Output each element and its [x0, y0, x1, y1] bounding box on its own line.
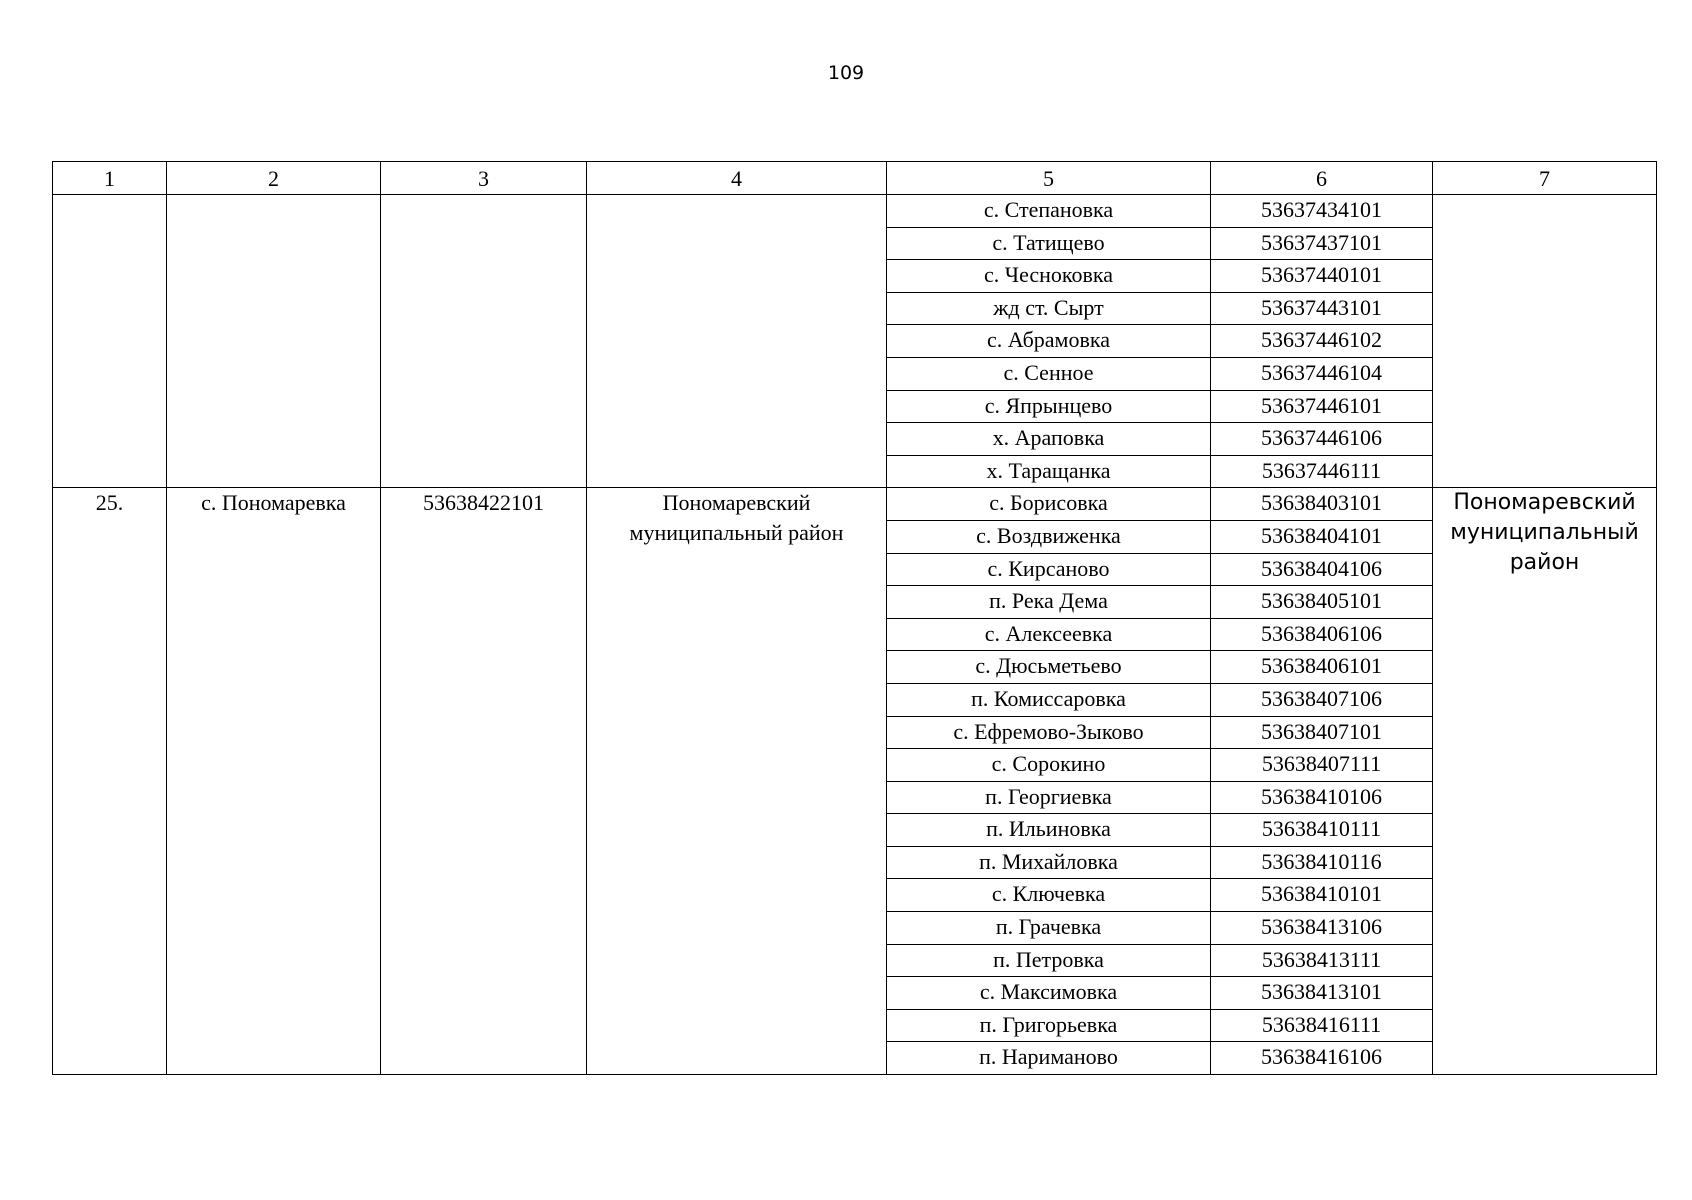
table-body — [53, 195, 1657, 1075]
settlement-code: 53638413106 — [1211, 912, 1433, 945]
admin-center-code: 53638422101 — [381, 488, 587, 1075]
group-number: 25. — [53, 488, 167, 1075]
continuation-col-1 — [53, 195, 167, 488]
settlement-code: 53638407101 — [1211, 716, 1433, 749]
settlement-name: с. Татищево — [887, 227, 1211, 260]
settlement-code: 53637434101 — [1211, 195, 1433, 228]
settlement-code: 53638407111 — [1211, 749, 1433, 782]
header-col-2: 2 — [167, 162, 381, 195]
header-col-6: 6 — [1211, 162, 1433, 195]
continuation-col-2 — [167, 195, 381, 488]
continuation-col-4 — [587, 195, 887, 488]
settlement-name: п. Михайловка — [887, 846, 1211, 879]
settlement-code: 53637446106 — [1211, 423, 1433, 456]
page-number: 109 — [827, 62, 865, 84]
admin-center: с. Пономаревка — [167, 488, 381, 1075]
settlement-code: 53638416111 — [1211, 1009, 1433, 1042]
settlement-code: 53637446111 — [1211, 455, 1433, 488]
settlement-name: с. Кирсаново — [887, 553, 1211, 586]
settlement-code: 53638405101 — [1211, 586, 1433, 619]
settlement-name: п. Георгиевка — [887, 781, 1211, 814]
continuation-col-3 — [381, 195, 587, 488]
settlement-name: п. Комиссаровка — [887, 683, 1211, 716]
header-row — [53, 162, 1657, 195]
settlement-name: с. Сорокино — [887, 749, 1211, 782]
settlement-code: 53638413111 — [1211, 944, 1433, 977]
settlement-code: 53637446101 — [1211, 390, 1433, 423]
settlement-name: с. Дюсьметьево — [887, 651, 1211, 684]
settlement-code: 53638406106 — [1211, 618, 1433, 651]
settlement-code: 53637443101 — [1211, 292, 1433, 325]
settlement-name: с. Ключевка — [887, 879, 1211, 912]
settlement-code: 53638406101 — [1211, 651, 1433, 684]
header-col-1: 1 — [53, 162, 167, 195]
table-row — [53, 195, 1657, 228]
settlement-name: с. Чесноковка — [887, 260, 1211, 293]
settlement-name: с. Степановка — [887, 195, 1211, 228]
settlement-code: 53638410106 — [1211, 781, 1433, 814]
settlement-name: с. Япрынцево — [887, 390, 1211, 423]
settlement-code: 53638403101 — [1211, 488, 1433, 521]
settlement-code: 53637440101 — [1211, 260, 1433, 293]
settlements-table — [52, 161, 1657, 1075]
settlement-name: с. Борисовка — [887, 488, 1211, 521]
settlement-code: 53638410101 — [1211, 879, 1433, 912]
header-col-5: 5 — [887, 162, 1211, 195]
table-header — [53, 162, 1657, 195]
table-row — [53, 488, 1657, 521]
settlement-name: с. Максимовка — [887, 977, 1211, 1010]
settlement-name: п. Ильиновка — [887, 814, 1211, 847]
settlement-name: с. Алексеевка — [887, 618, 1211, 651]
settlement-name: п. Петровка — [887, 944, 1211, 977]
settlement-name: с. Сенное — [887, 357, 1211, 390]
header-col-4: 4 — [587, 162, 887, 195]
settlement-code: 53638407106 — [1211, 683, 1433, 716]
settlement-name: х. Таращанка — [887, 455, 1211, 488]
district-name: Пономаревский муниципальный район — [587, 488, 887, 1075]
settlement-name: с. Ефремово-Зыково — [887, 716, 1211, 749]
header-col-7: 7 — [1433, 162, 1657, 195]
settlement-code: 53638404101 — [1211, 520, 1433, 553]
continuation-col-7 — [1433, 195, 1657, 488]
settlement-name: п. Григорьевка — [887, 1009, 1211, 1042]
settlement-name: п. Река Дема — [887, 586, 1211, 619]
settlement-code: 53637437101 — [1211, 227, 1433, 260]
settlement-name: жд ст. Сырт — [887, 292, 1211, 325]
settlement-code: 53638410116 — [1211, 846, 1433, 879]
settlement-code: 53638404106 — [1211, 553, 1433, 586]
settlement-code: 53638410111 — [1211, 814, 1433, 847]
settlement-code: 53637446102 — [1211, 325, 1433, 358]
settlement-code: 53638416106 — [1211, 1042, 1433, 1075]
settlement-code: 53637446104 — [1211, 357, 1433, 390]
settlement-code: 53638413101 — [1211, 977, 1433, 1010]
settlement-name: п. Грачевка — [887, 912, 1211, 945]
settlement-name: с. Воздвиженка — [887, 520, 1211, 553]
district-name-col7: Пономаревский муниципальный район — [1433, 488, 1657, 1075]
settlement-name: х. Араповка — [887, 423, 1211, 456]
header-col-3: 3 — [381, 162, 587, 195]
settlement-name: п. Нариманово — [887, 1042, 1211, 1075]
settlement-name: с. Абрамовка — [887, 325, 1211, 358]
